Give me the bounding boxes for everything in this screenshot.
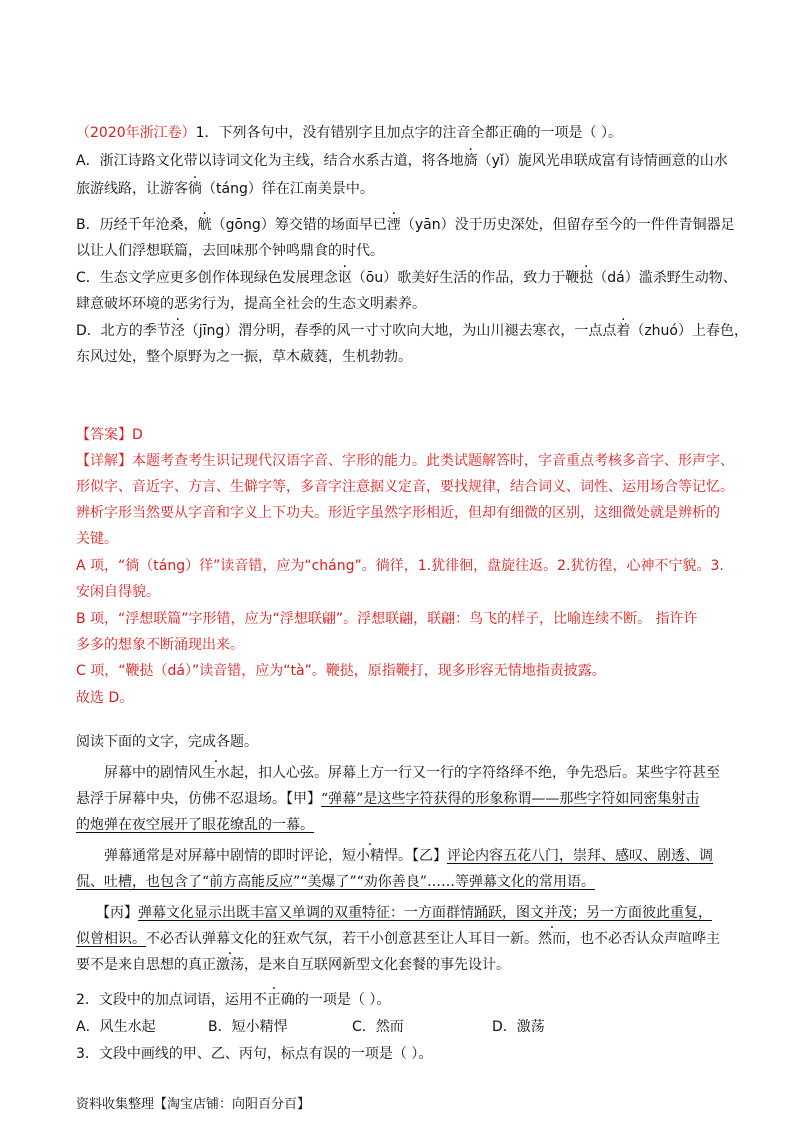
passage-line-5 bbox=[76, 872, 730, 892]
text: 悬浮于屏幕中央，仿佛不忍退场。【甲】 bbox=[76, 791, 321, 807]
text: 弹幕通常是对屏幕中剧情的即时评论， bbox=[104, 848, 342, 864]
dotted-char: 挞 bbox=[579, 270, 594, 286]
q1-option-c-line1 bbox=[76, 268, 737, 288]
q1-option-b-line1 bbox=[76, 215, 735, 235]
dotted-char: 徜 bbox=[188, 181, 202, 197]
text: ，也不必否认众声喧哗主 bbox=[566, 931, 720, 947]
q1-source: （2020年浙江卷） bbox=[76, 125, 196, 141]
q2-option-c: C．然而 bbox=[352, 1019, 404, 1035]
text: 【丙】 bbox=[96, 905, 138, 921]
answer-detail-4: 关键。 bbox=[76, 531, 118, 547]
page-footer: 资料收集整理【淘宝店铺：向阳百分百】 bbox=[76, 1097, 311, 1112]
passage-line-7 bbox=[76, 929, 730, 949]
reading-intro: 阅读下面的文字，完成各题。 bbox=[76, 734, 258, 750]
dotted-phrase: 短小精悍 bbox=[342, 848, 398, 864]
q3-stem: 3．文段中画线的甲、乙、丙句，标点有误的一项是（ ）。 bbox=[76, 1046, 433, 1062]
text: （ōu）歌美好生活的作品，致力于鞭 bbox=[351, 270, 580, 286]
answer-detail-2: 形似字、音近字、方言、生僻字等，多音字注意据义定音，要找规律，结合词义、词性、运用场合等记忆。 bbox=[76, 479, 734, 495]
underlined-sentence-bing: 似曾相识。 bbox=[76, 931, 146, 947]
text: D．北方的季节 bbox=[76, 323, 171, 339]
text: （yǐ）旎风光串联成富有诗情画意的山水 bbox=[477, 153, 728, 169]
answer-item-b-1: B 项，“浮想联篇”字形错，应为“浮想联翩”。浮想联翩，联翩：鸟飞的样子，比喻连续不断。 指许许 bbox=[76, 611, 698, 627]
q2-option-a: A．风生水起 bbox=[76, 1019, 156, 1035]
text: ，扣人心弦。屏幕上方一行又一行的字符络绎不绝，争先恐后。某些字符甚至 bbox=[244, 765, 720, 781]
answer-item-b-2: 多多的想象不断涌现出来。 bbox=[76, 637, 244, 653]
text: （dá）滥杀野生动物、 bbox=[593, 270, 737, 286]
dotted-char: 觥 bbox=[197, 217, 212, 233]
text: （gōng）筹交错的场面早已 bbox=[211, 217, 387, 233]
passage-line-1 bbox=[104, 763, 730, 783]
text: 2．文段中的加点词语，运用 bbox=[76, 992, 253, 1008]
q2-stem bbox=[76, 990, 730, 1010]
answer-item-c: C 项，“鞭挞（dá）”读音错，应为“tà”。鞭挞，原指鞭打，现多形容无情地指责披露。 bbox=[76, 663, 606, 679]
passage-line-4 bbox=[104, 846, 730, 866]
text: 不必否认弹幕文化的狂欢气氛，若干小创意甚至让人耳目一新。 bbox=[146, 931, 538, 947]
text: （yān）没于历史深处，但留存至今的一件件青铜器足 bbox=[400, 217, 735, 233]
text: C．生态文学应更多创作体现绿色发展理念 bbox=[76, 270, 338, 286]
text: 的一项是（ ）。 bbox=[294, 992, 391, 1008]
text: （jīng）渭分明，春季的风一寸寸吹向大地，为山川褪去寒衣，一点点 bbox=[184, 323, 617, 339]
q1-option-a-line2 bbox=[76, 179, 730, 199]
dotted-char: 讴 bbox=[337, 270, 352, 286]
passage-line-8 bbox=[76, 955, 730, 975]
answer-detail-3: 辨析字形当然要从字音和字义上下功夫。形近字虽然字形相近，但却有细微的区别，这细微处就是辨析的 bbox=[76, 505, 720, 521]
underlined-sentence-bing: 弹幕文化显示出既丰富又单调的双重特征：一方面群情踊跃，图文并茂；另一方面彼此重复， bbox=[138, 905, 712, 921]
passage-line-6 bbox=[96, 903, 730, 923]
text: A．浙江诗路文化带以诗词文化为主线，结合水系古道，将各地 bbox=[76, 153, 464, 169]
answer-item-a-2: 安闲自得貌。 bbox=[76, 584, 160, 600]
dotted-phrase: 不正确 bbox=[252, 992, 295, 1008]
answer-detail-1: 【详解】本题考查考生识记现代汉语字音、字形的能力。此类试题解答时，字音重点考核多音字、形声字、 bbox=[76, 453, 734, 469]
passage-line-3 bbox=[76, 815, 730, 835]
underlined-sentence-yi: 评论内容五花八门，崇拜、感叹、剧透、调 bbox=[447, 848, 713, 864]
dotted-phrase: 激荡 bbox=[216, 957, 244, 973]
q1-option-c-line2: 肆意破坏环境的恶劣行为，提高全社会的生态文明素养。 bbox=[76, 296, 426, 312]
underlined-sentence-jia: 的炮弹在夜空展开了眼花缭乱的一幕。 bbox=[76, 817, 314, 833]
dotted-char: 湮 bbox=[386, 217, 401, 233]
q1-option-d-line1 bbox=[76, 321, 748, 341]
underlined-sentence-yi: 侃、吐槽，也包含了“前方高能反应”“美爆了”“劝你善良”……等弹幕文化的常用语。 bbox=[76, 874, 595, 890]
dotted-char: 旖 bbox=[463, 153, 478, 169]
dotted-char: 泾 bbox=[170, 323, 185, 339]
text: B．历经千年沧桑， bbox=[76, 217, 198, 233]
dotted-phrase: 风生水起 bbox=[188, 765, 244, 781]
dotted-phrase: 然而 bbox=[538, 931, 566, 947]
text: （táng）徉在江南美景中。 bbox=[202, 181, 374, 197]
answer-label: 【答案】D bbox=[76, 427, 143, 443]
q2-option-d: D．激荡 bbox=[492, 1019, 545, 1035]
q2-option-b: B．短小精悍 bbox=[208, 1019, 288, 1035]
underlined-sentence-jia: “弹幕”是这些字符获得的形象称谓——那些字符如同密集射击 bbox=[321, 791, 700, 807]
text: 屏幕中的剧情 bbox=[104, 765, 188, 781]
text: 。【乙】 bbox=[398, 848, 447, 864]
passage-line-2 bbox=[76, 789, 730, 809]
q1-option-d-line2: 东风过处，整个原野为之一振，草木葳蕤，生机勃勃。 bbox=[76, 349, 412, 365]
text: 旅游线路，让游客 bbox=[76, 181, 188, 197]
answer-conclusion: 故选 D。 bbox=[76, 690, 134, 706]
text: 要不是来自思想的真正 bbox=[76, 957, 216, 973]
text: （zhuó）上春色， bbox=[630, 323, 748, 339]
q1-option-a-line1 bbox=[76, 151, 730, 171]
dotted-char: 着 bbox=[616, 323, 631, 339]
text: ，是来自互联网新型文化套餐的事先设计。 bbox=[244, 957, 510, 973]
q1-option-b-line2: 以让人们浮想联篇，去回味那个钟鸣鼎食的时代。 bbox=[76, 243, 384, 259]
answer-item-a-1: A 项，“徜（táng）徉”读音错，应为“cháng”。徜徉，1.犹徘徊，盘旋往返。2.犹彷徨，心神不宁貌。3. bbox=[76, 558, 724, 574]
q1-stem-text: 1．下列各句中，没有错别字且加点字的注音全都正确的一项是（ ）。 bbox=[195, 125, 622, 141]
q1-stem bbox=[76, 123, 730, 143]
